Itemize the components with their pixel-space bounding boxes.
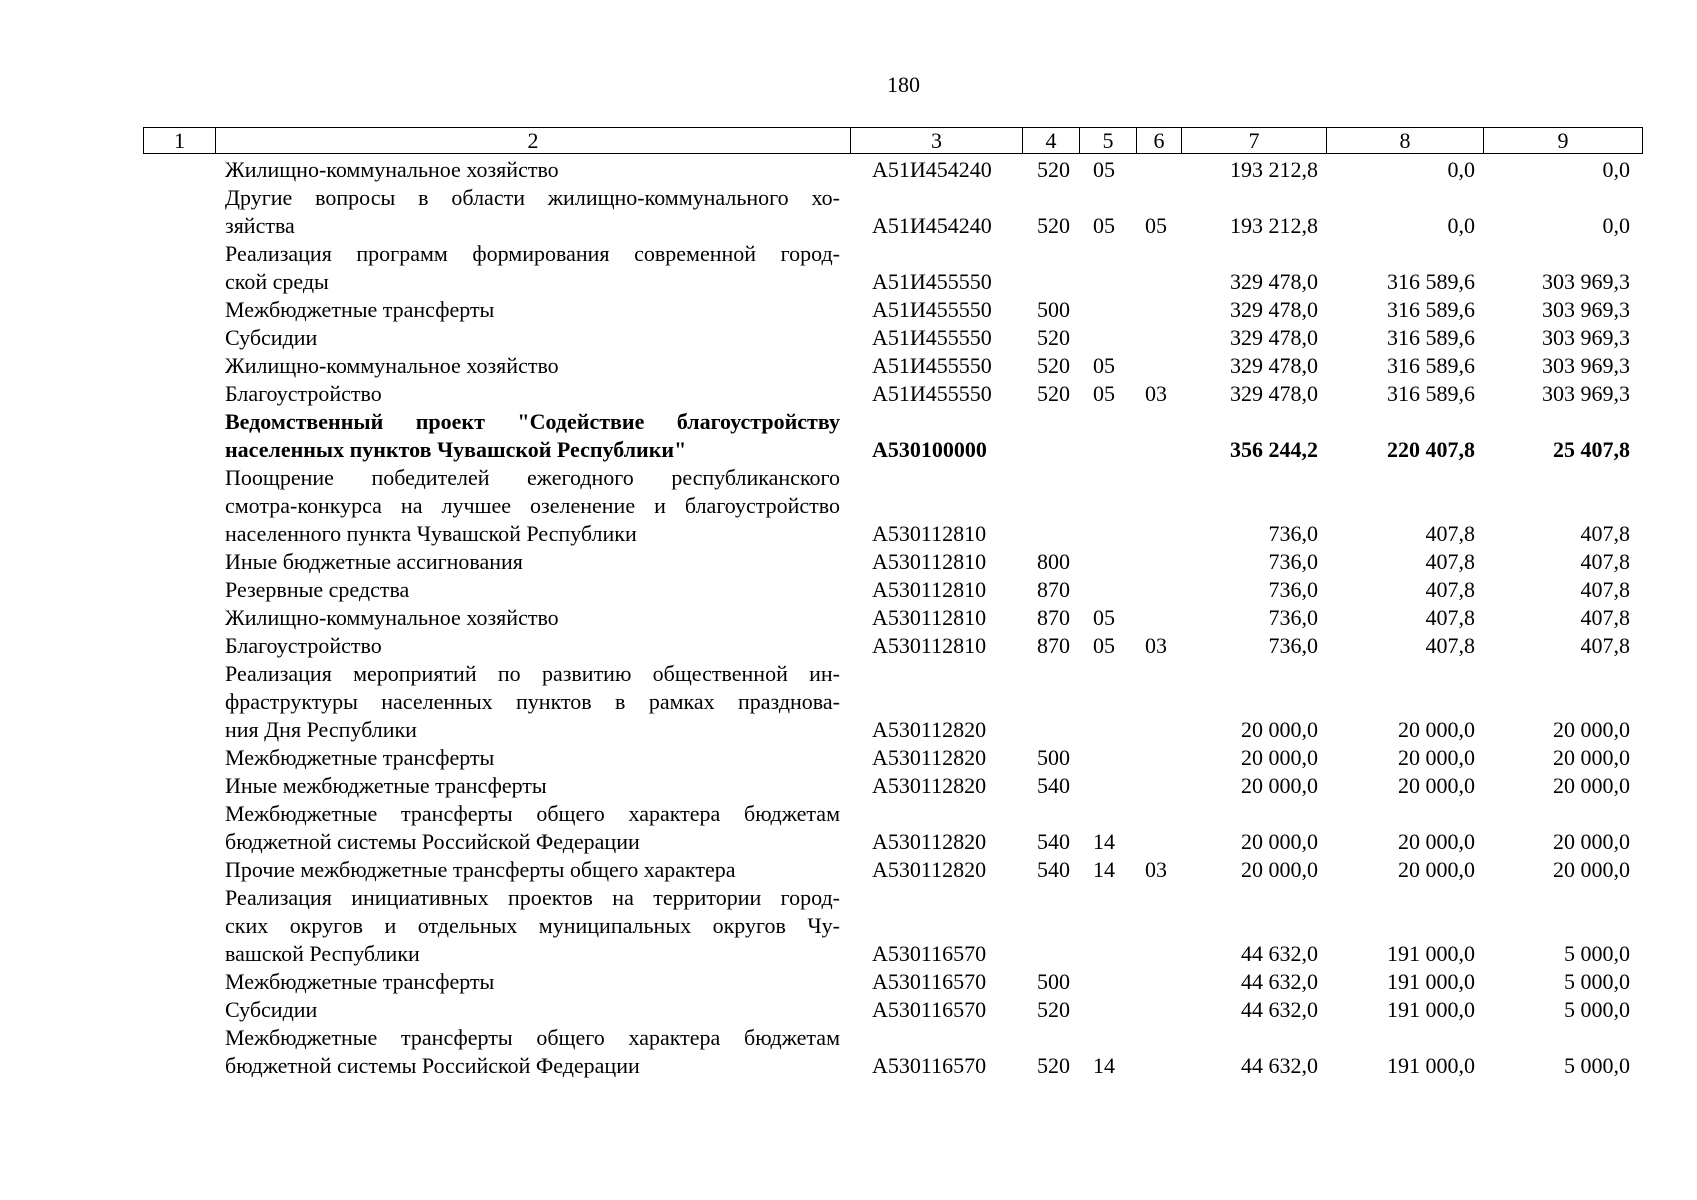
table-row	[143, 380, 1642, 408]
row-code-cell: А530112810	[872, 549, 987, 574]
row-col4-cell: 870	[1037, 633, 1070, 658]
row-value9-cell: 407,8	[1580, 577, 1630, 602]
row-value7-cell: 736,0	[1268, 521, 1318, 546]
row-col4-cell: 500	[1037, 297, 1070, 322]
column-header-6: 6	[1137, 128, 1182, 154]
row-name-cell	[215, 744, 850, 772]
row-name-cell	[215, 156, 850, 184]
row-code-cell: А51И455550	[872, 325, 992, 350]
row-name-line: ских округов и отдельных муниципальных округов Чу-	[225, 913, 840, 938]
row-col5-cell: 05	[1093, 605, 1115, 630]
row-name-cell	[215, 772, 850, 800]
row-col4-cell: 520	[1037, 213, 1070, 238]
row-value9-cell: 0,0	[1602, 213, 1630, 238]
row-col5-cell: 14	[1093, 829, 1115, 854]
row-name-line: Другие вопросы в области жилищно-коммунального хо-	[225, 185, 840, 210]
row-value7-cell: 329 478,0	[1230, 353, 1318, 378]
row-value8-cell: 20 000,0	[1398, 829, 1475, 854]
row-name-line: Субсидии	[225, 997, 318, 1022]
row-name-cell	[215, 380, 850, 408]
table-row	[143, 772, 1642, 800]
row-value9-cell: 20 000,0	[1553, 857, 1630, 882]
row-index-cell	[143, 156, 215, 184]
row-value9-cell: 0,0	[1602, 157, 1630, 182]
row-value7-cell: 329 478,0	[1230, 325, 1318, 350]
row-index-cell	[143, 1024, 215, 1080]
row-col6-cell	[1136, 576, 1181, 604]
row-col6-cell	[1136, 324, 1181, 352]
row-col6-cell	[1136, 464, 1181, 548]
column-header-9: 9	[1484, 128, 1643, 154]
row-name-line: Иные межбюджетные трансферты	[225, 773, 547, 798]
row-name-line: Благоустройство	[225, 633, 382, 658]
row-col6-cell	[1136, 548, 1181, 576]
row-col5-cell	[1079, 240, 1136, 296]
row-index-cell	[143, 884, 215, 968]
row-col5-cell	[1079, 744, 1136, 772]
row-value9-cell: 5 000,0	[1564, 969, 1630, 994]
row-col5-cell	[1079, 772, 1136, 800]
row-name-cell	[215, 856, 850, 884]
row-code-cell: А530112820	[872, 745, 987, 770]
row-name-line: вашской Республики	[225, 941, 420, 966]
row-value7-cell: 736,0	[1268, 549, 1318, 574]
row-index-cell	[143, 604, 215, 632]
row-name-line: Межбюджетные трансферты	[225, 969, 495, 994]
row-code-cell: А51И454240	[872, 157, 992, 182]
row-col5-cell	[1079, 968, 1136, 996]
row-value7-cell: 736,0	[1268, 577, 1318, 602]
row-value7-cell: 193 212,8	[1230, 157, 1318, 182]
row-col4-cell	[1022, 884, 1079, 968]
row-index-cell	[143, 660, 215, 744]
row-index-cell	[143, 632, 215, 660]
row-code-cell: А530112820	[872, 773, 987, 798]
row-name-line: Реализация мероприятий по развитию общественной ин-	[225, 661, 840, 686]
row-value8-cell: 316 589,6	[1387, 325, 1475, 350]
row-index-cell	[143, 996, 215, 1024]
row-index-cell	[143, 800, 215, 856]
row-name-line: Ведомственный проект "Содействие благоустройству	[225, 409, 840, 434]
column-header-1: 1	[144, 128, 216, 154]
row-name-cell	[215, 548, 850, 576]
row-value7-cell: 20 000,0	[1241, 773, 1318, 798]
row-index-cell	[143, 408, 215, 464]
row-col6-cell	[1136, 1024, 1181, 1080]
row-name-line: Благоустройство	[225, 381, 382, 406]
row-name-cell	[215, 184, 850, 240]
row-col5-cell	[1079, 464, 1136, 548]
row-value9-cell: 303 969,3	[1542, 353, 1630, 378]
row-index-cell	[143, 772, 215, 800]
row-value9-cell: 303 969,3	[1542, 325, 1630, 350]
row-value9-cell: 25 407,8	[1553, 437, 1630, 462]
row-index-cell	[143, 352, 215, 380]
row-value7-cell: 736,0	[1268, 633, 1318, 658]
row-value8-cell: 0,0	[1447, 157, 1475, 182]
row-value9-cell: 303 969,3	[1542, 381, 1630, 406]
row-col5-cell: 05	[1093, 213, 1115, 238]
row-code-cell: А51И455550	[872, 269, 992, 294]
row-col5-cell: 05	[1093, 157, 1115, 182]
row-code-cell: А530112810	[872, 605, 987, 630]
row-col4-cell	[1022, 408, 1079, 464]
row-name-cell	[215, 324, 850, 352]
row-value7-cell: 736,0	[1268, 605, 1318, 630]
row-col5-cell	[1079, 884, 1136, 968]
row-name-line: Жилищно-коммунальное хозяйство	[225, 353, 559, 378]
row-name-cell	[215, 296, 850, 324]
row-col4-cell	[1022, 660, 1079, 744]
row-value8-cell: 191 000,0	[1387, 969, 1475, 994]
row-col5-cell	[1079, 324, 1136, 352]
row-col6-cell	[1136, 156, 1181, 184]
column-header-5: 5	[1080, 128, 1137, 154]
row-col4-cell: 520	[1037, 381, 1070, 406]
row-name-cell	[215, 576, 850, 604]
row-col6-cell	[1136, 660, 1181, 744]
column-header-7: 7	[1182, 128, 1327, 154]
row-value8-cell: 20 000,0	[1398, 745, 1475, 770]
row-value9-cell: 5 000,0	[1564, 997, 1630, 1022]
row-name-line: фраструктуры населенных пунктов в рамках празднова-	[225, 689, 840, 714]
row-name-cell	[215, 408, 850, 464]
row-code-cell: А530116570	[872, 1053, 987, 1078]
row-name-line: бюджетной системы Российской Федерации	[225, 1053, 640, 1078]
row-col4-cell: 520	[1037, 353, 1070, 378]
row-col6-cell	[1136, 800, 1181, 856]
row-value8-cell: 20 000,0	[1398, 857, 1475, 882]
row-name-cell	[215, 996, 850, 1024]
row-index-cell	[143, 576, 215, 604]
row-col5-cell: 05	[1093, 353, 1115, 378]
row-value8-cell: 407,8	[1425, 521, 1475, 546]
row-name-line: Поощрение победителей ежегодного республиканского	[225, 465, 840, 490]
column-header-2: 2	[216, 128, 851, 154]
row-value7-cell: 356 244,2	[1230, 437, 1318, 462]
row-index-cell	[143, 464, 215, 548]
row-name-cell	[215, 800, 850, 856]
row-col4-cell: 520	[1037, 997, 1070, 1022]
row-name-cell	[215, 884, 850, 968]
row-name-line: Межбюджетные трансферты общего характера бюджетам	[225, 1025, 840, 1050]
row-col6-cell	[1136, 296, 1181, 324]
column-header-table	[143, 127, 1643, 154]
row-value8-cell: 20 000,0	[1398, 717, 1475, 742]
row-code-cell: А530112810	[872, 521, 987, 546]
row-col4-cell: 520	[1037, 157, 1070, 182]
table-row	[143, 744, 1642, 772]
row-name-cell	[215, 660, 850, 744]
page-number: 180	[887, 72, 920, 97]
row-col4-cell: 800	[1037, 549, 1070, 574]
row-name-line: Резервные средства	[225, 577, 410, 602]
row-value7-cell: 44 632,0	[1241, 997, 1318, 1022]
row-value8-cell: 407,8	[1425, 633, 1475, 658]
row-value7-cell: 20 000,0	[1241, 857, 1318, 882]
column-header-3: 3	[851, 128, 1023, 154]
row-value8-cell: 316 589,6	[1387, 381, 1475, 406]
row-col6-cell	[1136, 744, 1181, 772]
row-value7-cell: 329 478,0	[1230, 297, 1318, 322]
row-col5-cell: 05	[1093, 381, 1115, 406]
row-name-line: зяйства	[225, 213, 295, 238]
row-name-line: Иные бюджетные ассигнования	[225, 549, 523, 574]
row-value8-cell: 316 589,6	[1387, 353, 1475, 378]
row-code-cell: А530116570	[872, 997, 987, 1022]
row-col4-cell	[1022, 464, 1079, 548]
row-value7-cell: 329 478,0	[1230, 269, 1318, 294]
row-col5-cell: 14	[1093, 1053, 1115, 1078]
row-col4-cell: 520	[1037, 1053, 1070, 1078]
row-name-line: смотра-конкурса на лучшее озеленение и благоустройство	[225, 493, 840, 518]
row-value9-cell: 407,8	[1580, 521, 1630, 546]
row-value8-cell: 191 000,0	[1387, 941, 1475, 966]
row-col4-cell: 870	[1037, 605, 1070, 630]
row-code-cell: А530100000	[872, 437, 987, 462]
row-value8-cell: 191 000,0	[1387, 997, 1475, 1022]
row-col4-cell: 500	[1037, 745, 1070, 770]
table-row	[143, 604, 1642, 632]
row-code-cell: А51И454240	[872, 213, 992, 238]
row-value7-cell: 44 632,0	[1241, 1053, 1318, 1078]
budget-table-body	[143, 156, 1642, 1080]
row-name-line: Реализация инициативных проектов на территории город-	[225, 885, 840, 910]
row-value9-cell: 20 000,0	[1553, 829, 1630, 854]
row-value9-cell: 407,8	[1580, 605, 1630, 630]
row-index-cell	[143, 296, 215, 324]
table-row	[143, 352, 1642, 380]
row-name-line: Межбюджетные трансферты	[225, 297, 495, 322]
row-col6-cell	[1136, 408, 1181, 464]
row-index-cell	[143, 744, 215, 772]
row-code-cell: А51И455550	[872, 353, 992, 378]
row-value9-cell: 20 000,0	[1553, 717, 1630, 742]
row-code-cell: А530112820	[872, 829, 987, 854]
row-code-cell: А51И455550	[872, 297, 992, 322]
column-header-8: 8	[1327, 128, 1484, 154]
row-value8-cell: 407,8	[1425, 605, 1475, 630]
row-value7-cell: 193 212,8	[1230, 213, 1318, 238]
row-col6-cell	[1136, 772, 1181, 800]
row-value9-cell: 407,8	[1580, 549, 1630, 574]
table-row	[143, 800, 1642, 856]
row-col6-cell	[1136, 604, 1181, 632]
row-col5-cell: 05	[1093, 633, 1115, 658]
row-value9-cell: 5 000,0	[1564, 941, 1630, 966]
row-name-cell	[215, 632, 850, 660]
table-row	[143, 968, 1642, 996]
row-col4-cell: 540	[1037, 773, 1070, 798]
table-row	[143, 884, 1642, 968]
row-index-cell	[143, 548, 215, 576]
table-row	[143, 856, 1642, 884]
row-value8-cell: 191 000,0	[1387, 1053, 1475, 1078]
row-value9-cell: 20 000,0	[1553, 773, 1630, 798]
row-name-cell	[215, 1024, 850, 1080]
row-col5-cell	[1079, 996, 1136, 1024]
row-col6-cell: 05	[1145, 213, 1167, 238]
row-col4-cell: 870	[1037, 577, 1070, 602]
row-name-line: населенных пунктов Чувашской Республики"	[225, 437, 687, 462]
row-value8-cell: 407,8	[1425, 549, 1475, 574]
table-row	[143, 408, 1642, 464]
row-col6-cell: 03	[1145, 633, 1167, 658]
row-value8-cell: 316 589,6	[1387, 297, 1475, 322]
row-name-cell	[215, 352, 850, 380]
row-code-cell: А51И455550	[872, 381, 992, 406]
row-name-line: Прочие межбюджетные трансферты общего характера	[225, 857, 736, 882]
row-col4-cell	[1022, 240, 1079, 296]
row-name-line: Межбюджетные трансферты	[225, 745, 495, 770]
row-code-cell: А530116570	[872, 969, 987, 994]
row-name-line: населенного пункта Чувашской Республики	[225, 521, 637, 546]
table-row	[143, 240, 1642, 296]
row-name-line: ния Дня Республики	[225, 717, 417, 742]
row-col4-cell: 500	[1037, 969, 1070, 994]
row-name-line: Жилищно-коммунальное хозяйство	[225, 605, 559, 630]
row-col5-cell	[1079, 408, 1136, 464]
row-col4-cell: 540	[1037, 829, 1070, 854]
row-col4-cell: 540	[1037, 857, 1070, 882]
budget-table	[143, 156, 1642, 1080]
table-row	[143, 1024, 1642, 1080]
row-value9-cell: 407,8	[1580, 633, 1630, 658]
row-name-cell	[215, 604, 850, 632]
row-col6-cell	[1136, 240, 1181, 296]
table-row	[143, 464, 1642, 548]
row-name-line: бюджетной системы Российской Федерации	[225, 829, 640, 854]
row-col6-cell	[1136, 968, 1181, 996]
table-row	[143, 632, 1642, 660]
row-value8-cell: 0,0	[1447, 213, 1475, 238]
row-index-cell	[143, 856, 215, 884]
row-col6-cell	[1136, 884, 1181, 968]
row-index-cell	[143, 240, 215, 296]
row-name-line: Субсидии	[225, 325, 318, 350]
row-col4-cell: 520	[1037, 325, 1070, 350]
row-col5-cell: 14	[1093, 857, 1115, 882]
row-name-cell	[215, 464, 850, 548]
row-value7-cell: 20 000,0	[1241, 745, 1318, 770]
row-value8-cell: 316 589,6	[1387, 269, 1475, 294]
row-value9-cell: 303 969,3	[1542, 297, 1630, 322]
row-index-cell	[143, 184, 215, 240]
row-code-cell: А530112810	[872, 633, 987, 658]
row-value7-cell: 20 000,0	[1241, 829, 1318, 854]
row-col5-cell	[1079, 660, 1136, 744]
table-row	[143, 156, 1642, 184]
row-index-cell	[143, 380, 215, 408]
row-name-line: ской среды	[225, 269, 329, 294]
table-row	[143, 996, 1642, 1024]
row-col6-cell	[1136, 996, 1181, 1024]
row-name-line: Межбюджетные трансферты общего характера бюджетам	[225, 801, 840, 826]
column-header-row	[144, 128, 1643, 154]
row-col6-cell: 03	[1145, 857, 1167, 882]
row-value8-cell: 20 000,0	[1398, 773, 1475, 798]
row-value9-cell: 20 000,0	[1553, 745, 1630, 770]
row-value7-cell: 20 000,0	[1241, 717, 1318, 742]
table-row	[143, 548, 1642, 576]
table-row	[143, 184, 1642, 240]
row-col5-cell	[1079, 576, 1136, 604]
row-col5-cell	[1079, 296, 1136, 324]
row-name-cell	[215, 240, 850, 296]
table-row	[143, 296, 1642, 324]
table-row	[143, 576, 1642, 604]
row-col6-cell: 03	[1145, 381, 1167, 406]
column-header-4: 4	[1023, 128, 1080, 154]
table-row	[143, 660, 1642, 744]
row-value7-cell: 44 632,0	[1241, 941, 1318, 966]
row-value9-cell: 303 969,3	[1542, 269, 1630, 294]
row-code-cell: А530112820	[872, 857, 987, 882]
row-code-cell: А530112820	[872, 717, 987, 742]
row-index-cell	[143, 324, 215, 352]
row-index-cell	[143, 968, 215, 996]
row-value8-cell: 220 407,8	[1387, 437, 1475, 462]
row-code-cell: А530116570	[872, 941, 987, 966]
row-name-cell	[215, 968, 850, 996]
row-name-line: Жилищно-коммунальное хозяйство	[225, 157, 559, 182]
row-value7-cell: 329 478,0	[1230, 381, 1318, 406]
row-value7-cell: 44 632,0	[1241, 969, 1318, 994]
row-col5-cell	[1079, 548, 1136, 576]
row-value8-cell: 407,8	[1425, 577, 1475, 602]
row-col6-cell	[1136, 352, 1181, 380]
row-name-line: Реализация программ формирования современной город-	[225, 241, 840, 266]
table-row	[143, 324, 1642, 352]
row-value9-cell: 5 000,0	[1564, 1053, 1630, 1078]
row-code-cell: А530112810	[872, 577, 987, 602]
